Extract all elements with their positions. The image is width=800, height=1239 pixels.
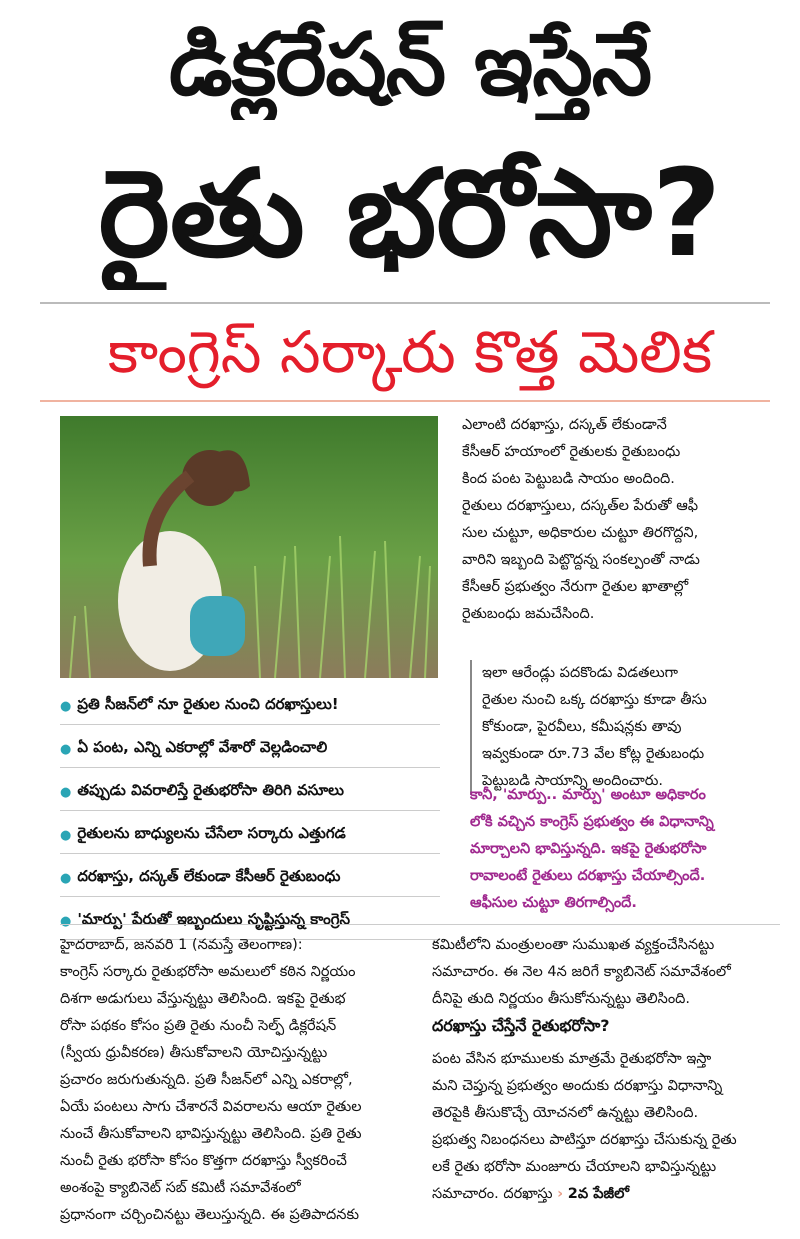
text-line: రైతుబంధు జమచేసింది. (462, 606, 595, 622)
text-line: ఎలాంటి దరఖాస్తు, దస్కత్ లేకుండానే (462, 417, 667, 433)
pull-quote (470, 782, 780, 917)
text-line: కోకుండా, పైరవీలు, కమీషన్లకు తావు (482, 719, 682, 735)
article-body-left (60, 932, 410, 1229)
bullet-icon: ● (60, 870, 72, 886)
text-line: వారిని ఇబ్బంది పెట్టొద్దన్న సంకల్పంతో నాడు (462, 552, 700, 568)
list-item: ● ప్రతి సీజన్‌లో నూ రైతుల నుంచి దరఖాస్తులు! (60, 688, 440, 725)
text-line: కాంగ్రెస్ సర్కారు రైతుభరోసా అమలులో కఠిన నిర్ణయం (60, 964, 356, 980)
text-line: లోకి వచ్చిన కాంగ్రెస్ ప్రభుత్వం ఈ విధానాన్ని (470, 814, 714, 830)
text-line: ఇలా ఆరేండ్లు పదకొండు విడతలుగా (482, 665, 679, 681)
text-line: నుంచే తీసుకోవాలని భావిస్తున్నట్టు తెలిసింది. ప్రతి రైతు (60, 1126, 362, 1142)
text-line: సమాచారం. ఈ నెల 4న జరిగే క్యాబినెట్ సమావేశంలో (432, 964, 731, 980)
article-column-right-top (462, 412, 772, 628)
text-line: దిశగా అడుగులు వేస్తున్నట్టు తెలిసింది. ఇకపై రైతుభ (60, 991, 346, 1007)
headline-line1: డిక్లరేషన్ ఇస్తేనే (168, 15, 652, 115)
list-item: ● ఏ పంట, ఎన్ని ఎకరాల్లో వేశారో వెల్లడించాలి (60, 731, 440, 768)
text-line: ఏయే పంటలు సాగు చేశారనే వివరాలను ఆయా రైతుల (60, 1099, 362, 1115)
text-line: పెట్టుబడి సాయాన్ని అందించారు. (482, 773, 664, 789)
bullet-icon: ● (60, 913, 72, 929)
text-line: ప్రచారం జరుగుతున్నది. ప్రతి సీజన్‌లో ఎన్ని ఎకరాల్లో, (60, 1072, 353, 1088)
text-line: రావాలంటే రైతులు దరఖాస్తు చేయాల్సిందే. (470, 868, 706, 884)
article-body-right-continued (432, 1046, 777, 1208)
text-line: మని చెప్తున్న ప్రభుత్వం అందుకు దరఖాస్తు విధానాన్ని (432, 1078, 723, 1094)
article-column-right-mid (470, 660, 784, 795)
divider (60, 924, 780, 925)
key-points-list (60, 688, 440, 946)
text-line: దీనిపై తుది నిర్ణయం తీసుకోనున్నట్టు తెలిసింది. (432, 991, 691, 1007)
farmer-photo (60, 416, 438, 678)
text-line: ప్రభుత్వ నిబంధనలు పాటిస్తూ దరఖాస్తు చేసుకున్న రైతు (432, 1132, 737, 1148)
headline-line2: రైతు భరోసా? (98, 145, 722, 284)
text-line: రైతులు దరఖాస్తులు, దస్కత్‌ల పేరుతో ఆఫీ (462, 498, 699, 514)
bullet-icon: ● (60, 741, 72, 757)
text-line: మార్చాలని భావిస్తున్నది. ఇకపై రైతుభరోసా (470, 841, 707, 857)
divider (40, 302, 770, 304)
bullet-icon: ● (60, 784, 72, 800)
text-line: (స్వీయ ధ్రువీకరణ) తీసుకోవాలని యోచిస్తున్నట్టు (60, 1045, 328, 1061)
headline-subtitle: కాంగ్రెస్ సర్కారు కొత్త మెలిక (107, 318, 713, 386)
text-line: ప్రధానంగా చర్చించినట్టు తెలుస్తున్నది. ఈ ప్రతిపాదనకు (60, 1207, 360, 1223)
text-line: ఇవ్వకుండా రూ.73 వేల కోట్ల రైతుబంధు (482, 746, 705, 762)
text-line: కమిటీలోని మంత్రులంతా సుముఖత వ్యక్తంచేసినట్టు (432, 937, 715, 953)
text-line: లకే రైతు భరోసా మంజూరు చేయాలని భావిస్తున్నట్టు (432, 1159, 717, 1175)
list-item: ● రైతులను బాధ్యులను చేసేలా సర్కారు ఎత్తుగడ (60, 817, 440, 854)
list-item: ● 'మార్పు' పేరుతో ఇబ్బందులు సృష్టిస్తున్న కాంగ్రెస్ (60, 903, 440, 940)
section-subheading: దరఖాస్తు చేస్తేనే రైతుభరోసా? (432, 1016, 610, 1035)
continued-on-page-label: 2వ పేజీలో (567, 1186, 630, 1202)
continuation-lead: సమాచారం. దరఖాస్తు (432, 1186, 553, 1202)
text-line: ఆఫీసుల చుట్టూ తిరగాల్సిందే. (470, 895, 637, 911)
text-line: కేసీఆర్ హయాంలో రైతులకు రైతుబంధు (462, 444, 681, 460)
text-line: రోసా పథకం కోసం ప్రతి రైతు నుంచీ సెల్ఫ్ డిక్లరేషన్ (60, 1018, 337, 1034)
text-line: సుల చుట్టూ, అధికారుల చుట్టూ తిరగొద్దని, (462, 525, 699, 541)
divider (40, 400, 770, 402)
continuation-line (432, 1181, 777, 1208)
text-line: అంశంపై క్యాబినెట్ సబ్ కమిటీ సమావేశంలో (60, 1180, 301, 1196)
text-line: హైదరాబాద్, జనవరి 1 (నమస్తే తెలంగాణ): (60, 937, 303, 953)
text-line: కేసీఆర్ ప్రభుత్వం నేరుగా రైతుల ఖాతాల్లో (462, 579, 689, 595)
list-item: ● తప్పుడు వివరాలిస్తే రైతుభరోసా తిరిగి వసూలు (60, 774, 440, 811)
text-line: రైతుల నుంచి ఒక్క దరఖాస్తు కూడా తీసు (482, 692, 707, 708)
bullet-icon: ● (60, 698, 72, 714)
text-line: నుంచీ రైతు భరోసా కోసం కొత్తగా దరఖాస్తు స్వీకరించే (60, 1153, 347, 1169)
text-line: తెరపైకి తీసుకొచ్చే యోచనలో ఉన్నట్టు తెలిసింది. (432, 1105, 699, 1121)
article-body-right (432, 932, 777, 1013)
continue-arrow-icon: › (557, 1186, 564, 1202)
list-item: ● దరఖాస్తు, దస్కత్ లేకుండా కేసీఆర్ రైతుబంధు (60, 860, 440, 897)
bullet-icon: ● (60, 827, 72, 843)
text-line: కింద పంట పెట్టుబడి సాయం అందింది. (462, 471, 675, 487)
text-line: కానీ, 'మార్పు.. మార్పు' అంటూ అధికారం (470, 787, 706, 803)
text-line: పంట వేసిన భూములకు మాత్రమే రైతుభరోసా ఇస్తా (432, 1051, 712, 1067)
